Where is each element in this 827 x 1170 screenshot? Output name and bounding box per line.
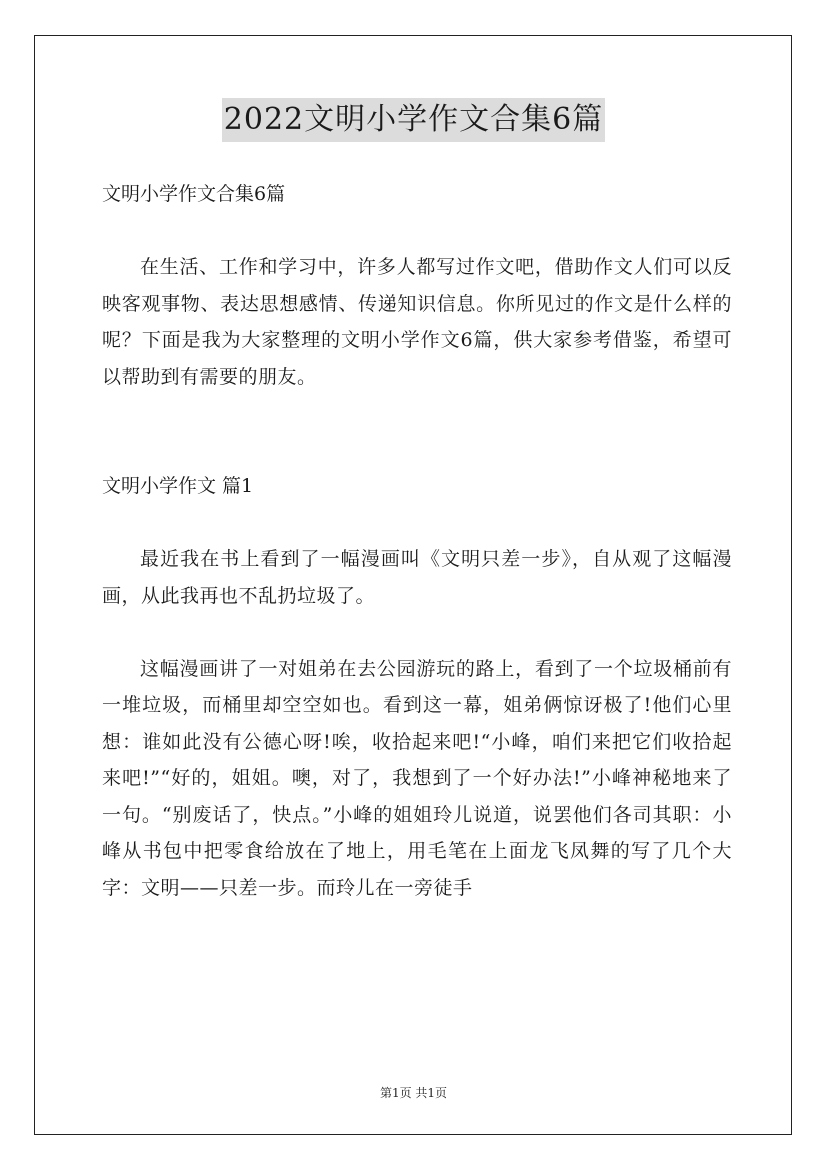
page-footer: 第1页 共1页 <box>379 1086 448 1100</box>
title-wrap <box>0 98 827 142</box>
body-paragraph-2: 这幅漫画讲了一对姐弟在去公园游玩的路上，看到了一个垃圾桶前有一堆垃圾，而桶里却空空如也。看到这一幕，姐弟俩惊讶极了!他们心里想：谁如此没有公德心呀!唉，收拾起来吧!“小峰，咱们来把它们收拾起来吧!”“好的，姐姐。噢，对了，我想到了一个好办法!”小峰神秘地来了一句。“别废话了，快点。”小峰的姐姐玲儿说道，说罢他们各司其职：小峰从书包中把零食给放在了地上，用毛笔在上面龙飞凤舞的写了几个大字：文明——只差一步。而玲儿在一旁徒手 <box>102 657 732 899</box>
document-title: 2022文明小学作文合集6篇 <box>222 98 605 142</box>
spacer <box>102 505 732 542</box>
section-heading: 文明小学作文 篇1 <box>102 475 254 497</box>
subtitle: 文明小学作文合集6篇 <box>102 183 286 205</box>
spacer <box>102 614 732 651</box>
spacer <box>102 213 732 250</box>
body-paragraph-1: 最近我在书上看到了一幅漫画叫《文明只差一步》，自从观了这幅漫画，从此我再也不乱扔垃圾了。 <box>102 548 732 607</box>
document-body <box>102 176 732 906</box>
spacer <box>102 395 732 468</box>
intro-paragraph: 在生活、工作和学习中，许多人都写过作文吧，借助作文人们可以反映客观事物、表达思想感情、传递知识信息。你所见过的作文是什么样的呢？下面是我为大家整理的文明小学作文6篇，供大家参考借鉴，希望可以帮助到有需要的朋友。 <box>102 256 732 388</box>
